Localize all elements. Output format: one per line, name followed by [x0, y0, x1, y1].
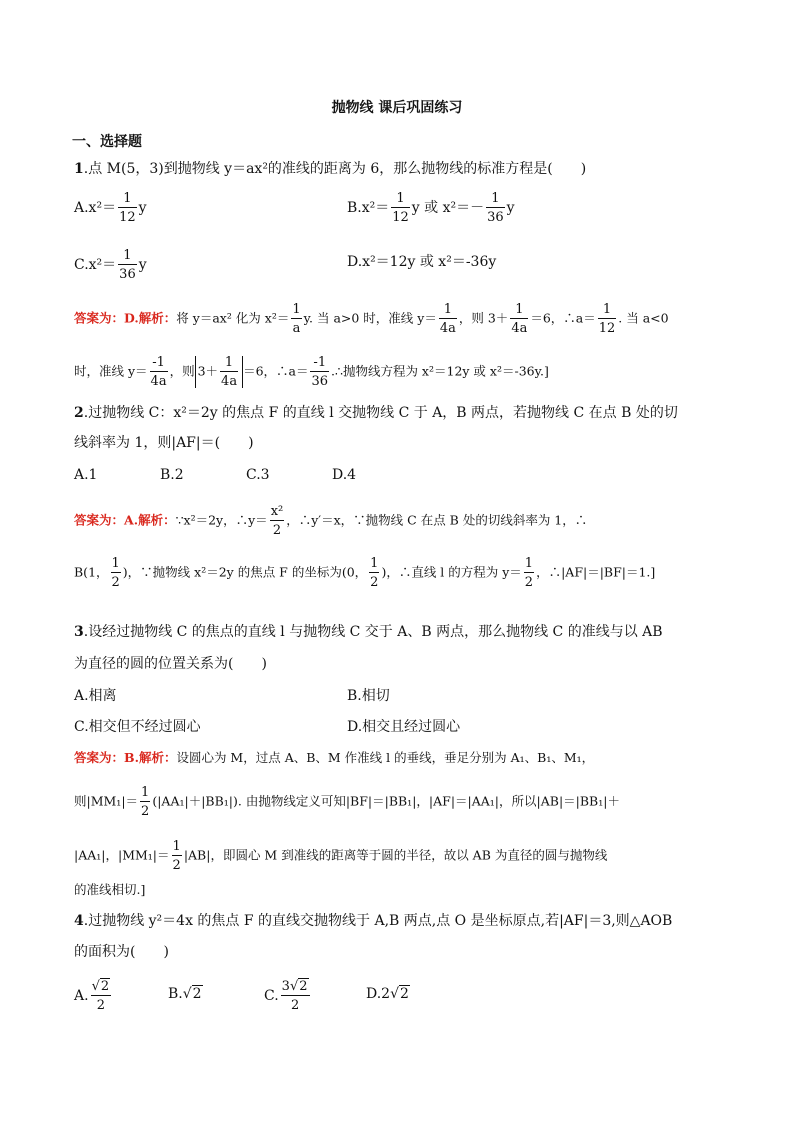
q1-option-c: C.x²＝ $\frac{1}{36}$ y	[74, 248, 147, 282]
q1-answer-line-1: 答案为：D.解析：将 y＝ax² 化为 x²＝ $\frac{1}{a}$ y. 当 a>0 时，准线 y＝ $\frac{1}{4a}$ ，则 3＋ $\frac{1}{4a}$ ＝6，∴a＝ $\frac{1}{12}$ . 当 a<0	[74, 302, 669, 336]
q2-answer-line-1: 答案为：A.解析：∵x²＝2y，∴y＝ $\frac{\text{x²}}{2}$ ，∴y′＝x，∵抛物线 C 在点 B 处的切线斜率为 1，∴	[74, 504, 588, 538]
q3-answer-line-3: |AA₁|，|MM₁|＝ $\frac{1}{2}$ |AB|，即圆心 M 到准线的距离等于圆的半径，故以 AB 为直径的圆与抛物线	[74, 839, 608, 873]
q4-option-c: C. $\frac{3√2}{2}$	[264, 979, 308, 1013]
q2-stem-line-1: 2.过抛物线 C：x²＝2y 的焦点 F 的直线 l 交抛物线 C 于 A，B 两点，若抛物线 C 在点 B 处的切	[74, 405, 678, 421]
q4-stem-line-2: 的面积为( )	[74, 944, 169, 960]
q3-option-b: B.相切	[347, 688, 390, 704]
q1-option-d: D.x²＝12y 或 x²＝-36y	[347, 254, 497, 270]
q3-answer-line-4: 的准线相切.]	[74, 882, 146, 897]
q4-option-d: D.2√2	[366, 986, 409, 1002]
q2-answer-line-2: B(1， $\frac{1}{2}$ )，∵抛物线 x²＝2y 的焦点 F 的坐标为(0， $\frac{1}{2}$ )，∴直线 l 的方程为 y＝ $\frac{1}{2}$ ，∴|AF|＝|BF|＝1.]	[74, 556, 656, 590]
q1-option-a: A.x²＝ $\frac{1}{12}$ y	[74, 191, 147, 225]
q3-stem-line-2: 为直径的圆的位置关系为( )	[74, 656, 267, 672]
page-title: 抛物线 课后巩固练习	[331, 100, 463, 116]
q1-stem: 1.点 M(5，3)到抛物线 y＝ax²的准线的距离为 6，那么抛物线的标准方程是( )	[74, 161, 587, 177]
q4-stem-line-1: 4.过抛物线 y²＝4x 的焦点 F 的直线交抛物线于 A,B 两点,点 O 是坐标原点,若|AF|＝3,则△AOB	[74, 913, 673, 929]
q2-option-b: B.2	[160, 467, 184, 483]
q1-answer-line-2: 时，准线 y＝ $\frac{-1}{4a}$ ，则 3＋ $\frac{1}{4a}$ ＝6，∴a＝ $\frac{-1}{36}$ .∴抛物线方程为 x²＝12y 或 x²＝-36y.]	[74, 355, 549, 389]
q2-option-d: D.4	[332, 467, 357, 483]
q2-option-a: A.1	[74, 467, 98, 483]
q4-option-b: B.√2	[168, 986, 202, 1002]
q3-option-c: C.相交但不经过圆心	[74, 719, 201, 735]
q3-answer-line-1: 答案为：B.解析：设圆心为 M，过点 A、B、M 作准线 l 的垂线，垂足分别为 A₁、B₁、M₁，	[74, 750, 595, 765]
q3-option-d: D.相交且经过圆心	[347, 719, 461, 735]
section-heading: 一、选择题	[72, 134, 142, 150]
q1-option-b: B.x²＝ $\frac{1}{12}$ y 或 x²＝－ $\frac{1}{36}$ y	[347, 191, 515, 225]
q3-option-a: A.相离	[74, 688, 117, 704]
q4-option-a: A. $\frac{√2}{2}$	[74, 979, 110, 1013]
q3-answer-line-2: 则|MM₁|＝ $\frac{1}{2}$ (|AA₁|＋|BB₁|). 由抛物线定义可知|BF|＝|BB₁|，|AF|＝|AA₁|，所以|AB|＝|BB₁|＋	[74, 785, 620, 819]
q2-stem-line-2: 线斜率为 1，则|AF|＝( )	[74, 435, 254, 451]
q3-stem-line-1: 3.设经过抛物线 C 的焦点的直线 l 与抛物线 C 交于 A、B 两点，那么抛物线 C 的准线与以 AB	[74, 624, 663, 640]
q2-option-c: C.3	[246, 467, 270, 483]
